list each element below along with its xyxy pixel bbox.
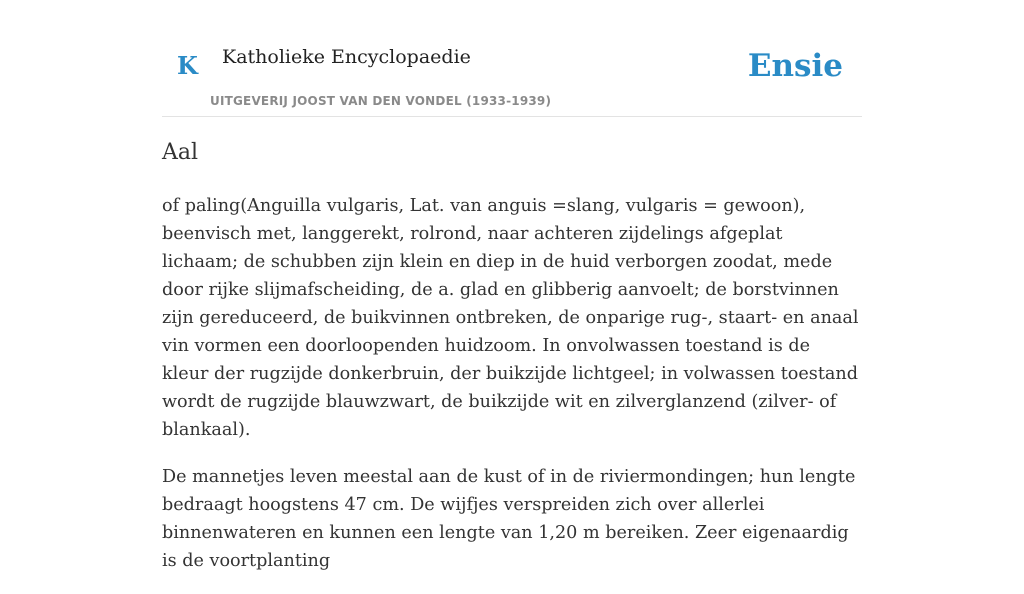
ensie-brand-logo[interactable]: Ensie [747,48,843,84]
entry-body [162,192,862,594]
body-paragraph: of paling(Anguilla vulgaris, Lat. van anguis =slang, vulgaris = gewoon), beenvisch met, langgerekt, rolrond, naar achteren zijdelings afgeplat lichaam; de schubben zijn klein en diep in de huid verborgen zoodat, mede door rijke slijmafscheiding, de a. glad en glibberig aanvoelt; de borstvinnen zijn gereduceerd, de buikvinnen ontbreken, de onparige rug-, staart- en anaal vin vormen een doorloopenden huidzoom. In onvolwassen toestand is de kleur der rugzijde donkerbruin, der buikzijde lichtgeel; in volwassen toestand wordt de rugzijde blauwzwart, de buikzijde wit en zilverglanzend (zilver- of blankaal). [162,196,859,440]
site-logo[interactable]: K [177,51,198,80]
entry-title: Aal [162,140,199,165]
publisher-subtitle: UITGEVERIJ JOOST VAN DEN VONDEL (1933-1939) [210,94,552,108]
body-paragraph: De mannetjes leven meestal aan de kust of in de riviermondingen; hun lengte bedraagt hoogstens 47 cm. De wijfjes verspreiden zich over allerlei binnenwateren en kunnen een lengte van 1,20 m bereiken. Zeer eigenaardig is de voortplanting [162,467,856,571]
site-title[interactable]: Katholieke Encyclopaedie [222,46,471,68]
site-header [162,0,862,117]
